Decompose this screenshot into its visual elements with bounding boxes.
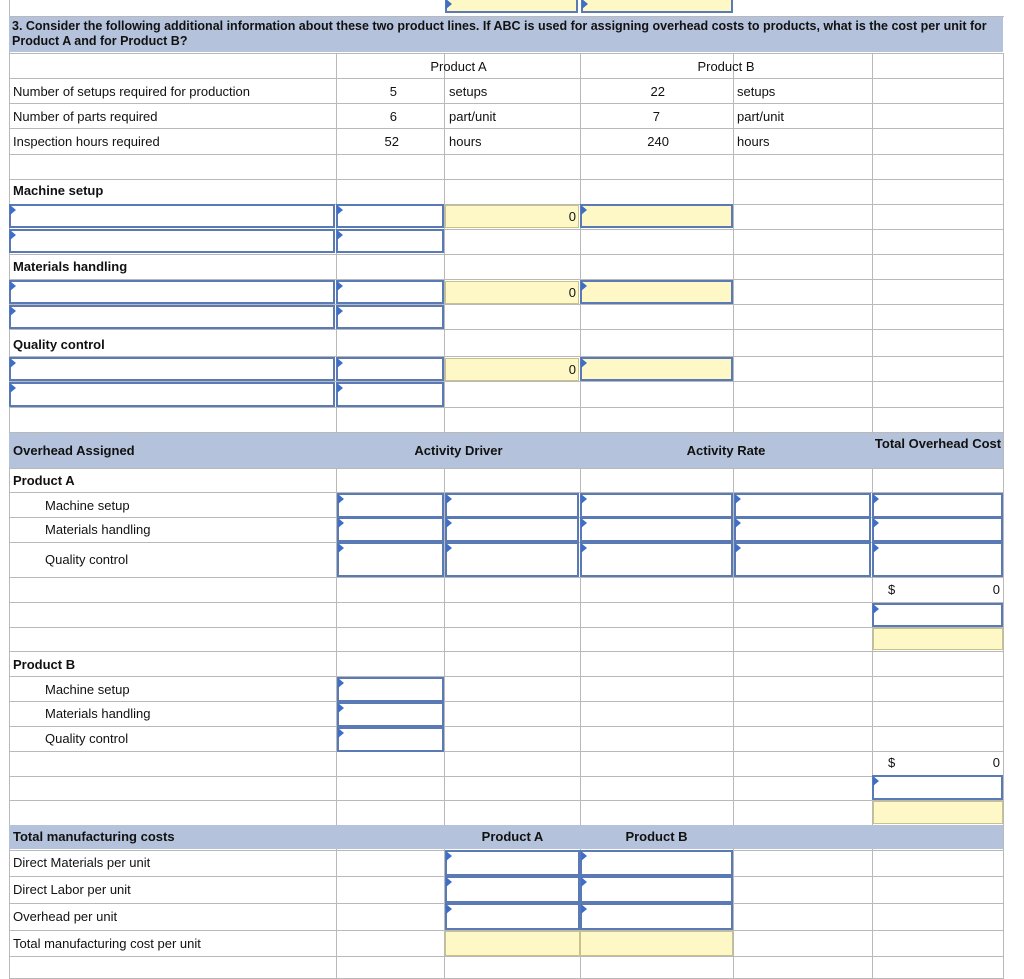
- product-b-total-overhead: 0: [992, 755, 1000, 770]
- info-header-product-b: Product B: [697, 59, 755, 74]
- top-partial-yellow-input-2[interactable]: [581, 0, 733, 13]
- overhead-activity-rate-header: Activity Rate: [686, 443, 766, 458]
- grid-row-line: [9, 78, 1004, 79]
- product-a-materials-handling-rate-input[interactable]: [580, 517, 733, 542]
- pool-machine-setup-amount-input-2[interactable]: [336, 229, 444, 253]
- info-row-inspection-b-value: 240: [647, 134, 669, 149]
- grid-row-line: [9, 329, 1004, 330]
- product-a-quality-control-driver-unit-input[interactable]: [445, 542, 579, 577]
- product-a-overhead-per-unit-label-input[interactable]: [872, 603, 1003, 627]
- pool-machine-setup-desc-input-1[interactable]: [9, 204, 335, 228]
- pool-materials-handling-desc-input-2[interactable]: [9, 305, 335, 329]
- pool-materials-handling-desc-input-1[interactable]: [9, 280, 335, 304]
- manufacturing-row-overhead: Overhead per unit: [13, 909, 118, 924]
- grid-row-line: [9, 676, 1004, 677]
- overhead-product-b-item-materials-handling: Materials handling: [45, 706, 151, 721]
- product-a-machine-setup-driver-unit-input[interactable]: [445, 493, 579, 518]
- product-a-quality-control-driver-qty-input[interactable]: [337, 542, 444, 577]
- info-row-setups-b-value: 22: [650, 84, 665, 99]
- info-header-product-a: Product A: [430, 59, 487, 74]
- product-b-direct-labor-input[interactable]: [580, 876, 733, 903]
- product-a-materials-handling-driver-qty-input[interactable]: [337, 517, 444, 542]
- product-b-materials-handling-driver-input[interactable]: [337, 702, 444, 727]
- grid-row-line: [9, 179, 1004, 180]
- grid-col-line: [1003, 53, 1004, 979]
- pool-quality-control-desc-input-2[interactable]: [9, 382, 335, 407]
- pool-materials-handling-total: 0: [568, 285, 576, 300]
- info-row-setups-a-value: 5: [389, 84, 397, 99]
- pool-quality-control-amount-input-2[interactable]: [336, 382, 444, 407]
- product-a-materials-handling-total-input[interactable]: [872, 517, 1003, 542]
- pool-quality-control-label: Quality control: [13, 337, 105, 352]
- grid-row-line: [9, 701, 1004, 702]
- overhead-product-a-label: Product A: [13, 473, 75, 488]
- info-row-parts-b-unit: part/unit: [737, 109, 784, 124]
- pool-materials-handling-rate-input[interactable]: [580, 280, 733, 304]
- info-row-inspection-label: Inspection hours required: [13, 134, 160, 149]
- grid-row-line: [9, 53, 1004, 54]
- grid-row-line: [9, 154, 1004, 155]
- overhead-product-b-item-quality-control: Quality control: [45, 731, 129, 746]
- grid-row-line: [9, 800, 1004, 801]
- product-b-quality-control-driver-input[interactable]: [337, 727, 444, 752]
- product-a-total-overhead: 0: [992, 582, 1000, 597]
- grid-row-line: [9, 468, 1004, 469]
- info-row-parts-label: Number of parts required: [13, 109, 158, 124]
- product-a-machine-setup-rate-input[interactable]: [580, 493, 733, 518]
- manufacturing-col-product-a: Product A: [481, 829, 544, 844]
- manufacturing-row-direct-materials: Direct Materials per unit: [13, 855, 151, 870]
- grid-row-line: [9, 577, 1004, 578]
- info-row-inspection-b-unit: hours: [737, 134, 770, 149]
- pool-quality-control-desc-input-1[interactable]: [9, 357, 335, 381]
- info-row-parts-a-unit: part/unit: [449, 109, 496, 124]
- overhead-product-b-item-machine-setup: Machine setup: [45, 682, 130, 697]
- manufacturing-col-product-b: Product B: [625, 829, 688, 844]
- overhead-product-a-item-materials-handling: Materials handling: [45, 522, 151, 537]
- product-a-machine-setup-driver-qty-input[interactable]: [337, 493, 444, 518]
- product-a-machine-setup-total-input[interactable]: [872, 493, 1003, 518]
- product-b-direct-materials-input[interactable]: [580, 850, 733, 876]
- product-a-quality-control-rate-unit-input[interactable]: [734, 542, 871, 577]
- info-row-setups-a-unit: setups: [449, 84, 488, 99]
- manufacturing-title: Total manufacturing costs: [13, 829, 175, 844]
- pool-quality-control-rate-input[interactable]: [580, 357, 733, 381]
- pool-machine-setup-total: 0: [568, 209, 576, 224]
- product-a-materials-handling-driver-unit-input[interactable]: [445, 517, 579, 542]
- pool-materials-handling-amount-input-2[interactable]: [336, 305, 444, 329]
- grid-row-line: [9, 627, 1004, 628]
- info-row-parts-a-value: 6: [389, 109, 397, 124]
- question-text: 3. Consider the following additional information about these two product lines. If ABC is used for assigning overhead costs to products, what is the cost per unit for Product A and for Product B?: [12, 19, 987, 48]
- overhead-activity-driver-header: Activity Driver: [414, 443, 503, 458]
- product-a-materials-handling-rate-unit-input[interactable]: [734, 517, 871, 542]
- grid-row-line: [9, 751, 1004, 752]
- grid-row-line: [9, 254, 1004, 255]
- grid-row-line: [9, 407, 1004, 408]
- product-a-direct-materials-input[interactable]: [445, 850, 580, 876]
- product-b-total-currency: $: [888, 755, 896, 770]
- grid-row-line: [9, 776, 1004, 777]
- product-a-total-cost-cell: [445, 931, 580, 956]
- product-b-overhead-input[interactable]: [580, 903, 733, 930]
- overhead-total-cost-header: Total Overhead Cost: [874, 436, 1002, 451]
- product-a-quality-control-rate-input[interactable]: [580, 542, 733, 577]
- overhead-product-a-item-quality-control: Quality control: [45, 552, 129, 567]
- product-b-overhead-per-unit-cell: [873, 801, 1003, 824]
- pool-quality-control-total: 0: [568, 362, 576, 377]
- pool-materials-handling-amount-input-1[interactable]: [336, 280, 444, 304]
- grid-row-line: [9, 103, 1004, 104]
- overhead-title: Overhead Assigned: [13, 443, 135, 458]
- grid-row-line: [9, 128, 1004, 129]
- overhead-product-b-label: Product B: [13, 657, 76, 672]
- pool-machine-setup-label: Machine setup: [13, 183, 104, 198]
- info-row-setups-b-unit: setups: [737, 84, 776, 99]
- manufacturing-row-total: Total manufacturing cost per unit: [13, 936, 201, 951]
- top-partial-yellow-input-1[interactable]: [445, 0, 578, 13]
- product-b-machine-setup-driver-input[interactable]: [337, 677, 444, 702]
- grid-row-line: [9, 651, 1004, 652]
- overhead-product-a-item-machine-setup: Machine setup: [45, 498, 130, 513]
- product-a-total-currency: $: [888, 582, 896, 597]
- info-row-parts-b-value: 7: [652, 109, 660, 124]
- product-a-overhead-per-unit-cell: [873, 628, 1003, 650]
- pool-quality-control-amount-input-1[interactable]: [336, 357, 444, 381]
- pool-materials-handling-label: Materials handling: [13, 259, 128, 274]
- product-b-total-cost-cell: [580, 931, 733, 956]
- grid-row-line: [9, 726, 1004, 727]
- product-a-machine-setup-rate-unit-input[interactable]: [734, 493, 871, 518]
- pool-machine-setup-desc-input-2[interactable]: [9, 229, 335, 253]
- pool-machine-setup-rate-input[interactable]: [580, 204, 733, 228]
- grid-row-line: [9, 956, 1004, 957]
- info-row-inspection-a-value: 52: [384, 134, 399, 149]
- product-a-quality-control-total-input[interactable]: [872, 542, 1003, 577]
- product-a-overhead-input[interactable]: [445, 903, 580, 930]
- product-a-direct-labor-input[interactable]: [445, 876, 580, 903]
- pool-machine-setup-amount-input-1[interactable]: [336, 204, 444, 228]
- manufacturing-row-direct-labor: Direct Labor per unit: [13, 882, 131, 897]
- product-b-overhead-per-unit-label-input[interactable]: [872, 775, 1003, 800]
- info-row-inspection-a-unit: hours: [449, 134, 482, 149]
- info-row-setups-label: Number of setups required for production: [13, 84, 251, 99]
- grid-row-line: [9, 602, 1004, 603]
